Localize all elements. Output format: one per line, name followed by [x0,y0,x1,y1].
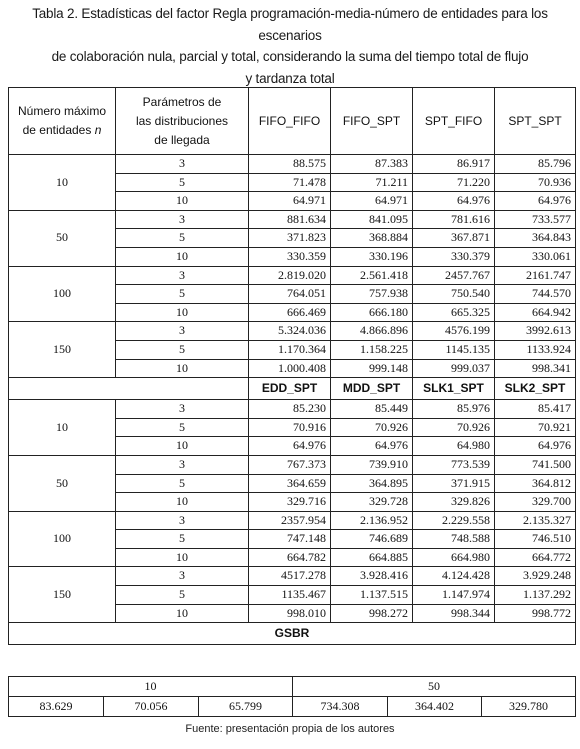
value-cell: 757.938 [331,285,413,304]
value-cell: 330.196 [331,247,413,266]
distribution-param-cell: 3 [116,400,249,419]
header-params-line2: las distribuciones [135,113,229,128]
value-cell: 2.135.327 [495,511,576,530]
distribution-param-cell: 10 [116,303,249,322]
value-cell: 764.051 [249,285,331,304]
header-rule-a-4: SPT_SPT [495,88,576,155]
gsbr-group-50: 50 [293,677,576,697]
distribution-param-cell: 10 [116,493,249,512]
value-cell: 733.577 [495,210,576,229]
value-cell: 364.812 [495,474,576,493]
table-caption [4,3,576,89]
value-cell: 1.147.974 [413,586,495,605]
header-max-entities [9,88,116,155]
value-cell: 64.976 [495,192,576,211]
header-rule-a-2: FIFO_SPT [331,88,413,155]
header-rule-b-1: EDD_SPT [249,378,331,400]
value-cell: 747.148 [249,530,331,549]
value-cell: 664.942 [495,303,576,322]
value-cell: 664.885 [331,548,413,567]
distribution-param-cell: 10 [116,359,249,378]
table-row [9,210,576,229]
value-cell: 2457.767 [413,266,495,285]
value-cell: 739.910 [331,455,413,474]
header-b-spacer [9,378,249,400]
value-cell: 64.980 [413,437,495,456]
value-cell: 329.826 [413,493,495,512]
distribution-param-cell: 3 [116,266,249,285]
value-cell: 741.500 [495,455,576,474]
gsbr-values-table [8,676,576,717]
value-cell: 744.570 [495,285,576,304]
value-cell: 2.561.418 [331,266,413,285]
value-cell: 998.341 [495,359,576,378]
distribution-param-cell: 5 [116,418,249,437]
value-cell: 664.782 [249,548,331,567]
value-cell: 4.866.896 [331,322,413,341]
value-cell: 85.449 [331,400,413,419]
gsbr-value: 65.799 [199,697,293,717]
value-cell: 71.478 [249,173,331,192]
gsbr-value: 70.056 [104,697,199,717]
value-cell: 371.823 [249,229,331,248]
value-cell: 767.373 [249,455,331,474]
value-cell: 750.540 [413,285,495,304]
value-cell: 64.976 [331,437,413,456]
value-cell: 666.469 [249,303,331,322]
value-cell: 70.916 [249,418,331,437]
distribution-param-cell: 10 [116,247,249,266]
value-cell: 2357.954 [249,511,331,530]
value-cell: 364.659 [249,474,331,493]
value-cell: 3.929.248 [495,567,576,586]
distribution-param-cell: 3 [116,210,249,229]
value-cell: 1.137.515 [331,586,413,605]
distribution-param-cell: 3 [116,155,249,174]
distribution-param-cell: 10 [116,548,249,567]
value-cell: 71.220 [413,173,495,192]
value-cell: 998.772 [495,604,576,623]
entities-group-cell: 100 [9,266,116,322]
gsbr-value: 734.308 [293,697,388,717]
value-cell: 88.575 [249,155,331,174]
value-cell: 3992.613 [495,322,576,341]
header-max-entities-line2: de entidades [22,123,92,137]
gsbr-group-row [9,677,576,697]
header-max-entities-line1: Número máximo [17,104,107,118]
header-rule-b-3: SLK1_SPT [413,378,495,400]
header-row-b [9,378,576,400]
results-table [8,87,576,645]
value-cell: 746.510 [495,530,576,549]
value-cell: 5.324.036 [249,322,331,341]
gsbr-value-row [9,697,576,717]
value-cell: 2.819.020 [249,266,331,285]
value-cell: 71.211 [331,173,413,192]
value-cell: 70.936 [495,173,576,192]
value-cell: 1145.135 [413,340,495,359]
gsbr-label: GSBR [9,623,576,645]
value-cell: 64.976 [249,437,331,456]
value-cell: 330.379 [413,247,495,266]
caption-line-3: y tardanza total [245,70,335,86]
value-cell: 64.976 [413,192,495,211]
value-cell: 4.124.428 [413,567,495,586]
distribution-param-cell: 5 [116,229,249,248]
header-rule-a-1: FIFO_FIFO [249,88,331,155]
value-cell: 371.915 [413,474,495,493]
value-cell: 748.588 [413,530,495,549]
value-cell: 666.180 [331,303,413,322]
value-cell: 999.037 [413,359,495,378]
value-cell: 4517.278 [249,567,331,586]
value-cell: 70.921 [495,418,576,437]
value-cell: 1133.924 [495,340,576,359]
value-cell: 1135.467 [249,586,331,605]
value-cell: 329.716 [249,493,331,512]
distribution-param-cell: 3 [116,567,249,586]
entities-group-cell: 150 [9,322,116,378]
value-cell: 70.926 [331,418,413,437]
value-cell: 330.359 [249,247,331,266]
value-cell: 330.061 [495,247,576,266]
header-params-line3: de llegada [154,132,210,147]
entities-group-cell: 100 [9,511,116,567]
distribution-param-cell: 5 [116,474,249,493]
table-row [9,400,576,419]
value-cell: 998.344 [413,604,495,623]
caption-line-2: de colaboración nula, parcial y total, considerando la suma del tiempo total de flujo [51,49,529,64]
value-cell: 1.170.364 [249,340,331,359]
value-cell: 998.010 [249,604,331,623]
value-cell: 367.871 [413,229,495,248]
distribution-param-cell: 3 [116,322,249,341]
gsbr-value: 329.780 [482,697,576,717]
value-cell: 64.976 [495,437,576,456]
table-row [9,455,576,474]
value-cell: 364.843 [495,229,576,248]
header-rule-b-4: SLK2_SPT [495,378,576,400]
table-row [9,511,576,530]
value-cell: 368.884 [331,229,413,248]
value-cell: 3.928.416 [331,567,413,586]
value-cell: 85.976 [413,400,495,419]
value-cell: 85.796 [495,155,576,174]
value-cell: 329.700 [495,493,576,512]
value-cell: 746.689 [331,530,413,549]
value-cell: 664.980 [413,548,495,567]
gsbr-value: 364.402 [388,697,482,717]
header-params-line1: Parámetros de [142,94,222,109]
value-cell: 781.616 [413,210,495,229]
distribution-param-cell: 3 [116,511,249,530]
results-table-body [9,88,576,645]
value-cell: 998.272 [331,604,413,623]
value-cell: 2.229.558 [413,511,495,530]
gsbr-label-row [9,623,576,645]
value-cell: 664.772 [495,548,576,567]
distribution-param-cell: 3 [116,455,249,474]
header-row [9,88,576,155]
gsbr-group-10: 10 [9,677,293,697]
value-cell: 665.325 [413,303,495,322]
entities-group-cell: 50 [9,210,116,266]
distribution-param-cell: 10 [116,437,249,456]
caption-line-1: Tabla 2. Estadísticas del factor Regla programación-media-número de entidades para los escenarios [32,6,548,43]
entities-group-cell: 150 [9,567,116,623]
table-row [9,155,576,174]
value-cell: 4576.199 [413,322,495,341]
header-distribution-params [116,88,249,155]
header-rule-a-3: SPT_FIFO [413,88,495,155]
entities-group-cell: 10 [9,155,116,211]
header-rule-b-2: MDD_SPT [331,378,413,400]
distribution-param-cell: 5 [116,530,249,549]
value-cell: 85.230 [249,400,331,419]
gsbr-value: 83.629 [9,697,104,717]
entities-group-cell: 50 [9,455,116,511]
table-row [9,266,576,285]
value-cell: 70.926 [413,418,495,437]
table-row [9,322,576,341]
value-cell: 329.728 [331,493,413,512]
value-cell: 881.634 [249,210,331,229]
value-cell: 1.158.225 [331,340,413,359]
value-cell: 1.000.408 [249,359,331,378]
table-row [9,567,576,586]
entities-group-cell: 10 [9,400,116,456]
distribution-param-cell: 5 [116,340,249,359]
value-cell: 86.917 [413,155,495,174]
source-note: Fuente: presentación propia de los autores [185,723,395,735]
value-cell: 64.971 [331,192,413,211]
distribution-param-cell: 5 [116,285,249,304]
header-n-symbol: n [94,123,102,137]
value-cell: 841.095 [331,210,413,229]
value-cell: 2.136.952 [331,511,413,530]
value-cell: 64.971 [249,192,331,211]
distribution-param-cell: 5 [116,173,249,192]
value-cell: 2161.747 [495,266,576,285]
value-cell: 999.148 [331,359,413,378]
value-cell: 87.383 [331,155,413,174]
value-cell: 364.895 [331,474,413,493]
distribution-param-cell: 10 [116,604,249,623]
distribution-param-cell: 5 [116,586,249,605]
distribution-param-cell: 10 [116,192,249,211]
value-cell: 85.417 [495,400,576,419]
value-cell: 1.137.292 [495,586,576,605]
value-cell: 773.539 [413,455,495,474]
